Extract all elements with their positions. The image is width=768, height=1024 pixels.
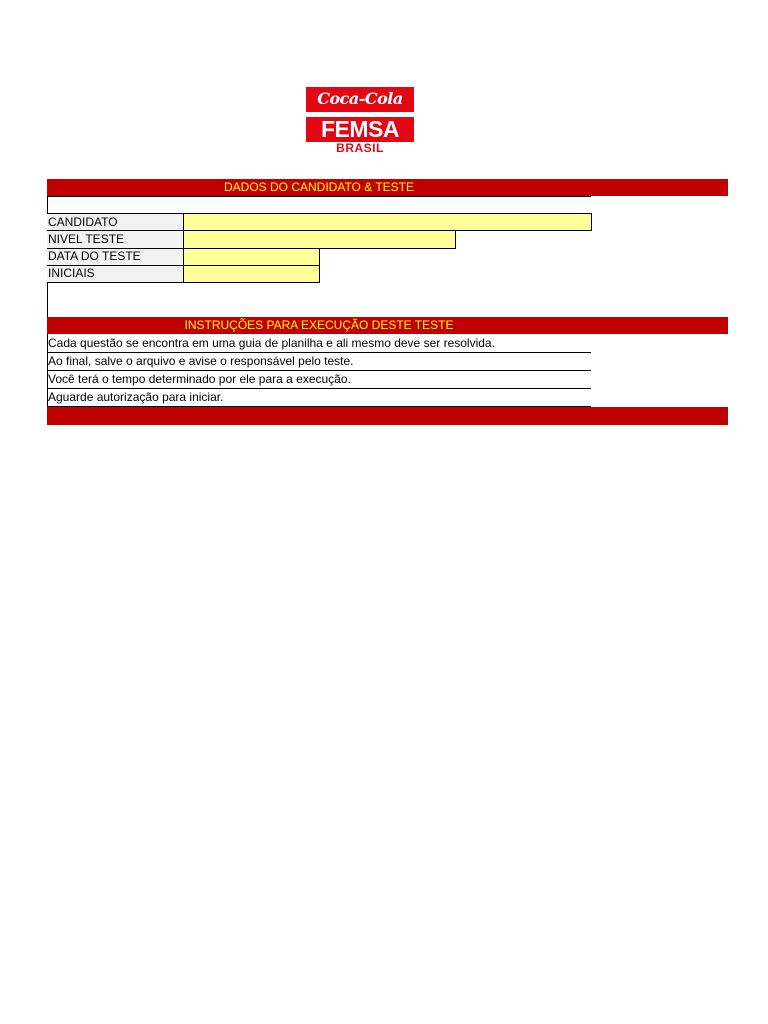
divider bbox=[47, 282, 183, 283]
iniciais-input[interactable] bbox=[183, 265, 320, 283]
section1-title: DADOS DO CANDIDATO & TESTE bbox=[223, 180, 415, 194]
instruction-line: Cada questão se encontra em uma guia de planilha e ali mesmo deve ser resolvida. bbox=[48, 336, 495, 350]
candidato-input[interactable] bbox=[183, 213, 592, 231]
coca-cola-wordmark bbox=[306, 87, 414, 112]
femsa-wordmark bbox=[306, 117, 414, 142]
instruction-line: Aguarde autorização para iniciar. bbox=[48, 390, 224, 404]
nivel-teste-input[interactable] bbox=[183, 230, 456, 249]
field-label-nivel-teste: NIVEL TESTE bbox=[48, 232, 125, 246]
coca-cola-femsa-logo bbox=[306, 87, 414, 155]
divider bbox=[47, 196, 591, 197]
field-label-data-do-teste: DATA DO TESTE bbox=[48, 249, 141, 263]
logo-line3: BRASIL bbox=[336, 141, 384, 155]
footer-bar bbox=[47, 407, 728, 425]
instruction-line: Ao final, salve o arquivo e avise o responsável pelo teste. bbox=[48, 354, 354, 368]
logo-line1: Coca-Cola bbox=[317, 89, 403, 108]
section2-title: INSTRUÇÕES PARA EXECUÇÃO DESTE TESTE bbox=[184, 318, 454, 332]
candidate-test-sheet bbox=[47, 179, 728, 426]
field-label-iniciais: INICIAIS bbox=[48, 266, 95, 280]
data-do-teste-input[interactable] bbox=[183, 248, 320, 266]
instruction-line: Você terá o tempo determinado por ele para a execução. bbox=[48, 372, 351, 386]
field-label-candidato: CANDIDATO bbox=[48, 215, 118, 229]
logo-line2: FEMSA bbox=[321, 116, 399, 142]
